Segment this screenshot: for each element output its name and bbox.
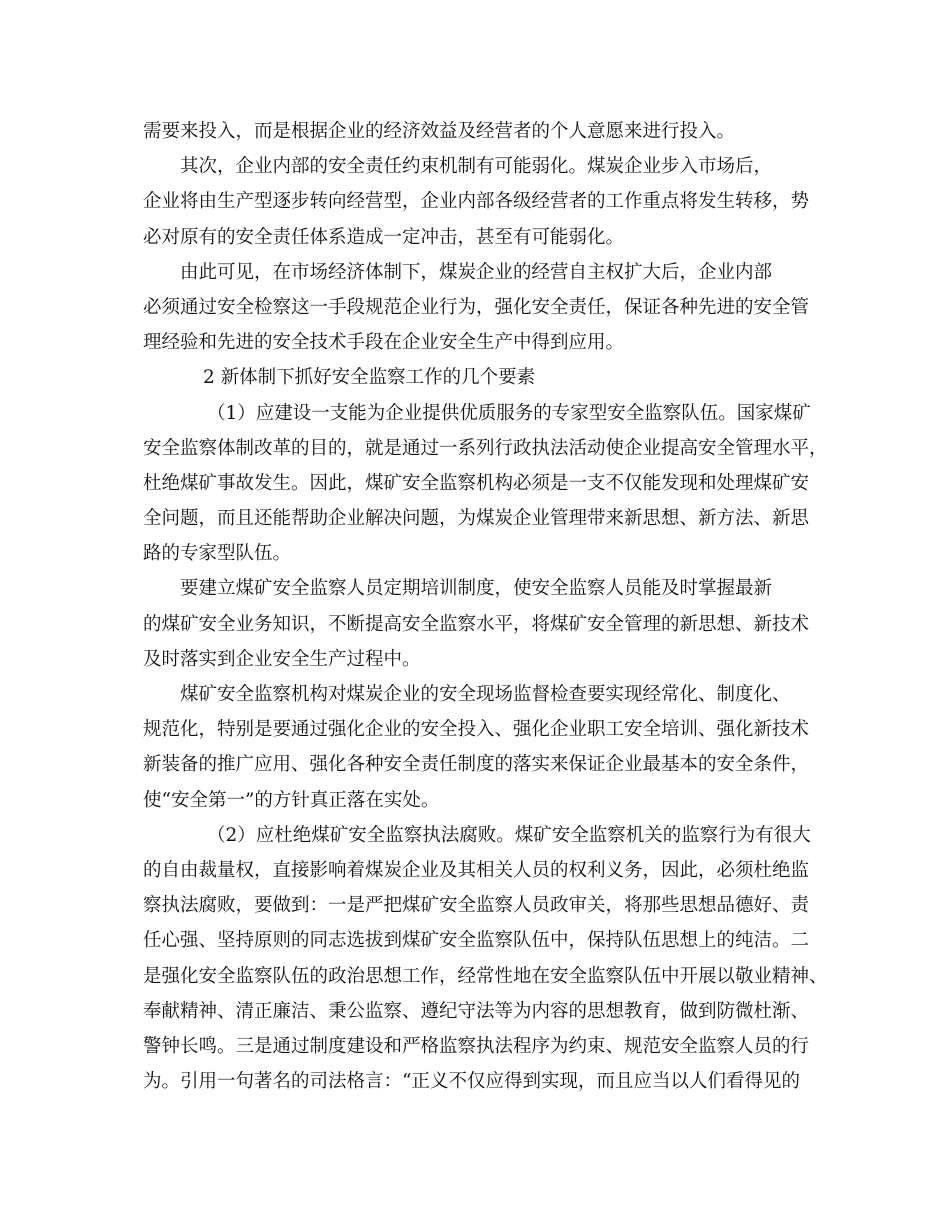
- text-line: 的自由裁量权，直接影响着煤炭企业及其相关人员的权利义务，因此，必须杜绝监: [143, 859, 810, 881]
- paragraph-start-line: 由此可见，在市场经济体制下，煤炭企业的经营自主权扩大后，企业内部: [180, 261, 773, 283]
- text-line: 察执法腐败，要做到：一是严把煤矿安全监察人员政审关，将那些思想品德好、责: [143, 895, 810, 917]
- text-line: 全问题，而且还能帮助企业解决问题，为煤炭企业管理带来新思想、新方法、新思: [143, 508, 810, 530]
- text-line: 的煤矿安全业务知识，不断提高安全监察水平，将煤矿安全管理的新思想、新技术: [143, 613, 810, 635]
- text-line: 需要来投入，而是根据企业的经济效益及经营者的个人意愿来进行投入。: [143, 121, 736, 142]
- text-line: 企业将由生产型逐步转向经营型，企业内部各级经营者的工作重点将发生转移，势: [143, 191, 810, 213]
- text-line: 路的专家型队伍。: [143, 543, 292, 565]
- text-line: 规范化，特别是要通过强化企业的安全投入、强化企业职工安全培训、强化新技术: [143, 719, 810, 741]
- paragraph-start-line: 要建立煤矿安全监察人员定期培训制度，使安全监察人员能及时掌握最新: [180, 578, 773, 600]
- text-line: 使“安全第一”的方针真正落在实处。: [143, 789, 440, 811]
- text-line: 杜绝煤矿事故发生。因此，煤矿安全监察机构必须是一支不仅能发现和处理煤矿安: [143, 472, 810, 494]
- text-line: 是强化安全监察队伍的政治思想工作，经常性地在安全监察队伍中开展以敬业精神、: [143, 965, 828, 987]
- paragraph-start-line: 其次，企业内部的安全责任约束机制有可能弱化。煤炭企业步入市场后，: [180, 156, 773, 178]
- paragraph-start-line: 煤矿安全监察机构对煤炭企业的安全现场监督检查要实现经常化、制度化、: [180, 684, 791, 705]
- text-line: 警钟长鸣。三是通过制度建设和严格监察执法程序为约束、规范安全监察人员的行: [143, 1035, 810, 1057]
- list-item-start-line: （1）应建设一支能为企业提供优质服务的专家型安全监察队伍。国家煤矿: [207, 402, 811, 424]
- section-heading: 2 新体制下抓好安全监察工作的几个要素: [203, 367, 536, 389]
- text-line: 必须通过安全检察这一手段规范企业行为，强化安全责任，保证各种先进的安全管: [143, 296, 810, 318]
- list-item-start-line: （2）应杜绝煤矿安全监察执法腐败。煤矿安全监察机关的监察行为有很大: [207, 824, 811, 846]
- text-line: 新装备的推广应用、强化各种安全责任制度的落实来保证企业最基本的安全条件，: [143, 754, 810, 776]
- text-line: 奉献精神、清正廉洁、秉公监察、遵纪守法等为内容的思想教育，做到防微杜渐、: [143, 1000, 810, 1022]
- text-line: 安全监察体制改革的目的，就是通过一系列行政执法活动使企业提高安全管理水平，: [143, 437, 828, 459]
- text-line: 及时落实到企业安全生产过程中。: [143, 648, 421, 670]
- text-line: 为。引用一句著名的司法格言：“正义不仅应得到实现，而且应当以人们看得见的: [143, 1071, 800, 1093]
- text-line: 必对原有的安全责任体系造成一定冲击，甚至有可能弱化。: [143, 226, 625, 248]
- document-body: [143, 114, 828, 1099]
- text-line: 任心强、坚持原则的同志选拔到煤矿安全监察队伍中，保持队伍思想上的纯洁。二: [143, 930, 810, 952]
- text-line: 理经验和先进的安全技术手段在企业安全生产中得到应用。: [143, 332, 625, 354]
